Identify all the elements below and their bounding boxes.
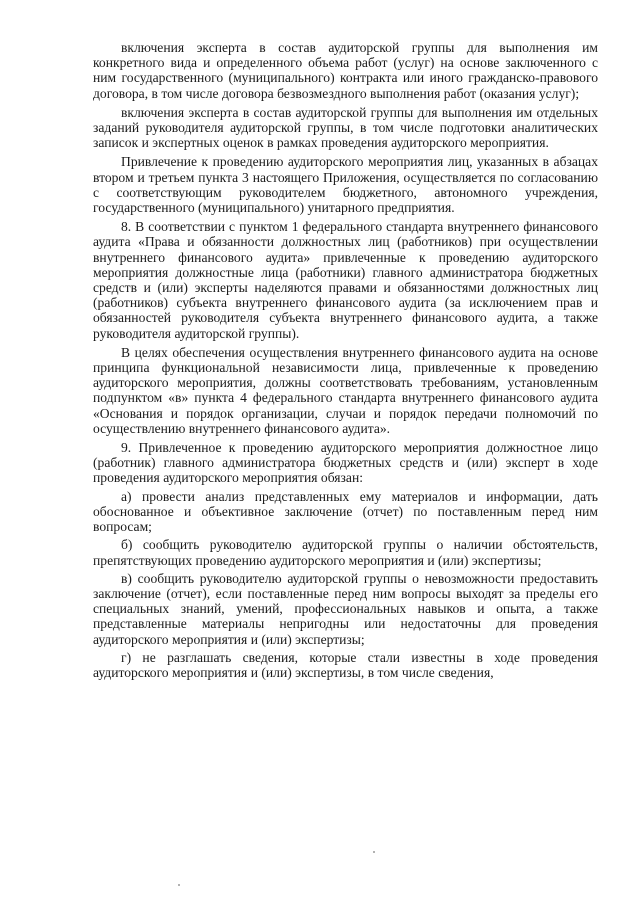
scan-speck <box>373 851 375 853</box>
paragraph-involvement-agreement: Привлечение к проведению аудиторского мероприятия лиц, указанных в абзацах втором и третьем пункта 3 настоящего Приложения, осуществляется по согласованию с соответствующим руководителем бюджетного, автономного учреждения, государственного (муниципального) унитарного предприятия. <box>93 154 598 216</box>
paragraph-independence: В целях обеспечения осуществления внутреннего финансового аудита на основе принципа функциональной независимости лица, привлеченные к проведению аудиторского мероприятия, должны соответствовать требованиям, установленным подпунктом «в» пункта 4 федерального стандарта внутреннего финансового аудита «Основания и порядок организации, случаи и порядок передачи полномочий по осуществлению внутреннего финансового аудита». <box>93 344 598 436</box>
list-item-v: в) сообщить руководителю аудиторской группы о невозможности предоставить заключение (отчет), если поставленные перед ним вопросы выходят за пределы его специальных знаний, умений, профессиональных навыков и опыта, а также представленные материалы непригодны или недостаточны для проведения аудиторского мероприятия и (или) экспертизы; <box>93 570 598 647</box>
scan-speck <box>178 884 180 886</box>
list-item-b: б) сообщить руководителю аудиторской группы о наличии обстоятельств, препятствующих проведению аудиторского мероприятия и (или) экспертизы; <box>93 537 598 568</box>
paragraph-item-8: 8. В соответствии с пунктом 1 федерального стандарта внутреннего финансового аудита «Права и обязанности должностных лиц (работников) при осуществлении внутреннего финансового аудита» привлеченные к проведению аудиторского мероприятия должностные лица (работники) главного администратора бюджетных средств и (или) эксперты наделяются правами и обязанностями должностных лиц (работников) субъекта внутреннего финансового аудита (за исключением прав и обязанностей руководителя субъекта внутреннего финансового аудита, а также руководителя аудиторской группы). <box>93 219 598 341</box>
paragraph-expert-contract: включения эксперта в состав аудиторской группы для выполнения им конкретного вида и определенного объема работ (услуг) на основе заключенного с ним государственного (муниципального) контракта или иного гражданско-правового договора, в том числе договора безвозмездного выполнения работ (оказания услуг); <box>93 40 598 101</box>
list-item-a: а) провести анализ представленных ему материалов и информации, дать обоснованное и объективное заключение (отчет) по поставленным перед ним вопросам; <box>93 488 598 535</box>
document-body <box>93 40 598 683</box>
list-item-g: г) не разглашать сведения, которые стали известны в ходе проведения аудиторского мероприятия и (или) экспертизы, в том числе сведения, <box>93 649 598 680</box>
paragraph-item-9: 9. Привлеченное к проведению аудиторского мероприятия должностное лицо (работник) главного администратора бюджетных средств и (или) эксперт в ходе проведения аудиторского мероприятия обязан: <box>93 440 598 486</box>
paragraph-expert-tasks: включения эксперта в состав аудиторской группы для выполнения им отдельных заданий руководителя аудиторской группы, в том числе подготовки аналитических записок и экспертных оценок в рамках проведения аудиторского мероприятия. <box>93 104 598 151</box>
